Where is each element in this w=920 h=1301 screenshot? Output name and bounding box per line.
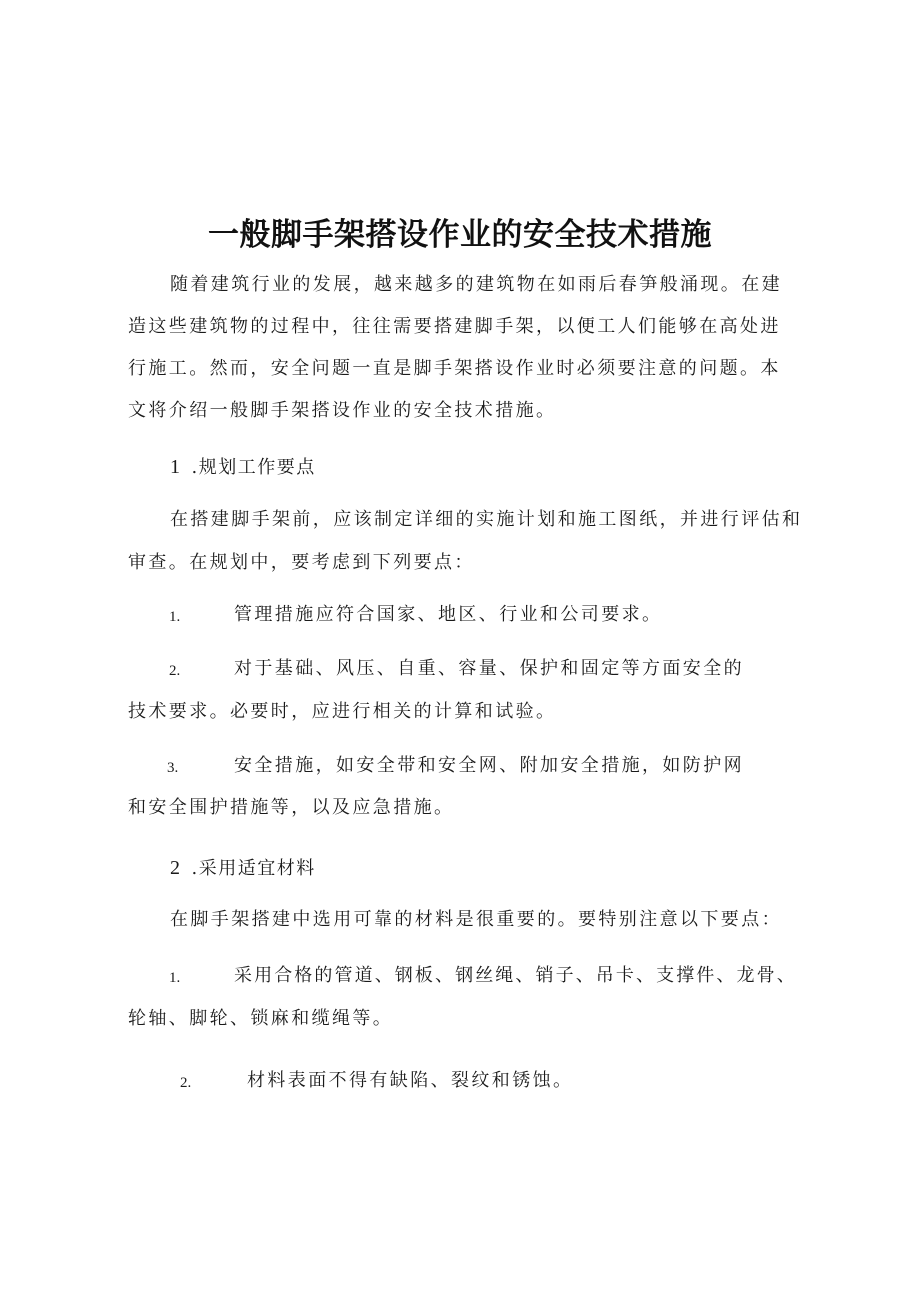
section-2-number: 2 [170, 857, 182, 879]
section-2-item-1-number: 1. [169, 970, 181, 986]
section-1-text-line-2: 审查。在规划中，要考虑到下列要点： [128, 552, 475, 573]
section-1-number: 1 [170, 456, 182, 478]
section-2-item-1-line-2: 轮轴、脚轮、锁麻和缆绳等。 [128, 1008, 394, 1029]
section-2-title: .采用适宜材料 [191, 858, 316, 879]
section-2-item-2-line-1: 材料表面不得有缺陷、裂纹和锈蚀。 [247, 1070, 574, 1091]
section-1-item-2-number: 2. [169, 663, 181, 679]
section-1-item-2-line-1: 对于基础、风压、自重、容量、保护和固定等方面安全的 [234, 658, 744, 679]
section-2-text: 在脚手架搭建中选用可靠的材料是很重要的。要特别注意以下要点： [170, 909, 782, 930]
section-1-title: .规划工作要点 [191, 457, 316, 478]
section-1-item-1-line-1: 管理措施应符合国家、地区、行业和公司要求。 [234, 604, 663, 625]
section-1-item-1-number: 1. [169, 609, 181, 625]
section-2-item-2-number: 2. [180, 1075, 192, 1091]
section-1-item-3-number: 3. [167, 760, 179, 776]
section-2-heading [170, 853, 316, 884]
intro-paragraph: 随着建筑行业的发展，越来越多的建筑物在如雨后春笋般涌现。在建造这些建筑物的过程中，往往需要搭建脚手架，以便工人们能够在高处进行施工。然而，安全问题一直是脚手架搭设作业时必须要注意的问题。本文将介绍一般脚手架搭设作业的安全技术措施。 [128, 274, 782, 421]
document-title: 一般脚手架搭设作业的安全技术措施 [208, 217, 712, 253]
section-1-text-line-1: 在搭建脚手架前，应该制定详细的实施计划和施工图纸，并进行评估和 [170, 509, 803, 530]
section-1-item-3-line-2: 和安全围护措施等，以及应急措施。 [128, 797, 455, 818]
section-1-heading [170, 452, 316, 483]
section-1-item-2-line-2: 技术要求。必要时，应进行相关的计算和试验。 [128, 701, 557, 722]
section-2-item-1-line-1: 采用合格的管道、钢板、钢丝绳、销子、吊卡、支撑件、龙骨、 [234, 965, 797, 986]
section-1-item-3-line-1: 安全措施，如安全带和安全网、附加安全措施，如防护网 [234, 755, 744, 776]
